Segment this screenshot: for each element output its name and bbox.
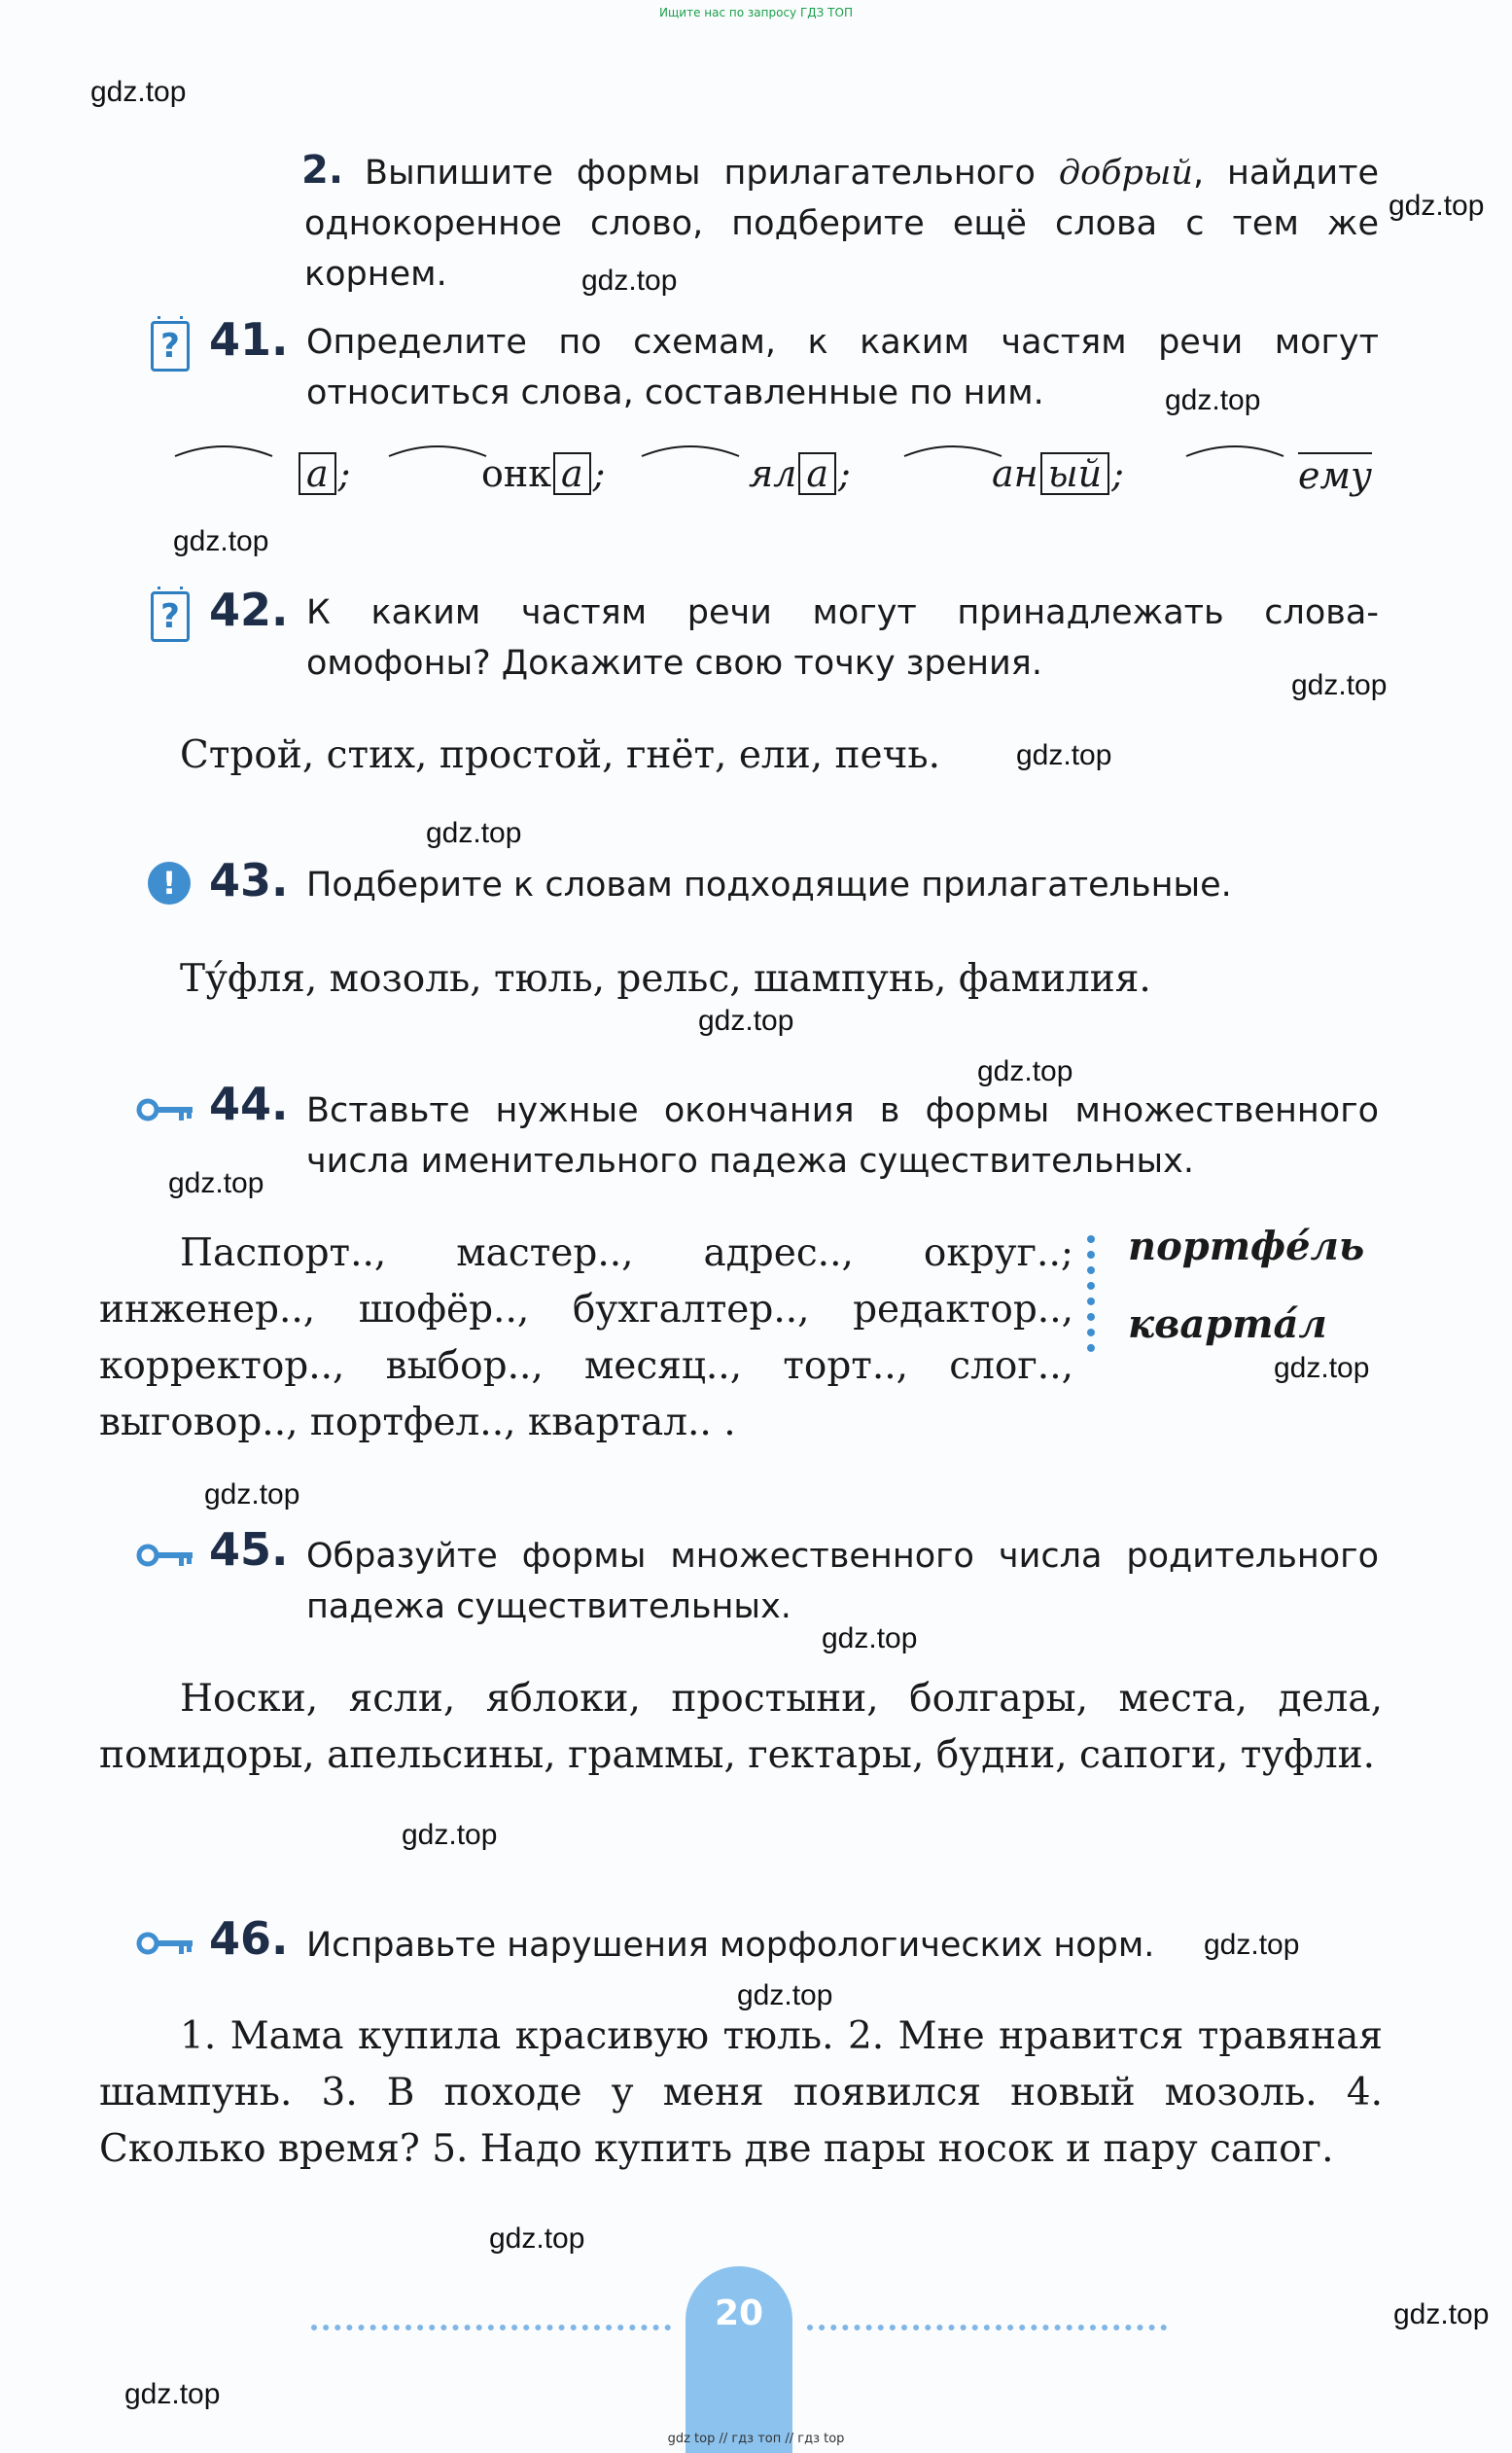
watermark: gdz.top — [1165, 384, 1261, 416]
task-2-text-before: Выпишите формы прилагательного — [365, 154, 1059, 193]
divider-dots — [1087, 1235, 1103, 1352]
exclamation-icon: ! — [148, 862, 191, 905]
task-44-hint-kvartal: кварта́л — [1128, 1301, 1327, 1347]
task-44-words: Паспорт.., мастер.., адрес.., округ..; инженер.., шофёр.., бухгалтер.., редактор.., корректор.., выбор.., месяц.., торт.., слог.., выговор.., портфел.., квартал.. . — [99, 1231, 1073, 1444]
task-45-words: Носки, ясли, яблоки, простыни, болгары, места, дела, помидоры, апельсины, граммы, гектары, будни, сапоги, туфли. — [99, 1677, 1383, 1777]
footer-dots-left — [311, 2325, 671, 2338]
watermark: gdz.top — [426, 817, 522, 849]
ending-box: а — [553, 452, 591, 495]
task-42-words: Строй, стих, простой, гнёт, ели, печь. — [180, 733, 940, 777]
watermark: gdz.top — [90, 76, 187, 108]
ending: ему — [1298, 454, 1373, 497]
page-number: 20 — [686, 2266, 792, 2453]
key-icon — [136, 1097, 194, 1122]
task-2-text-after: , найдите однокоренное слово, подберите ещё слова с тем же корнем. — [304, 154, 1379, 294]
task-44-hint-portfel: портфе́ль — [1128, 1224, 1365, 1269]
watermark: gdz.top — [1274, 1352, 1370, 1384]
task-2-word: добрый — [1058, 154, 1193, 193]
key-icon — [136, 1543, 194, 1568]
watermark: gdz.top — [168, 1167, 264, 1199]
watermark: gdz.top — [698, 1005, 794, 1037]
root-arcs — [165, 435, 1381, 464]
watermark: gdz.top — [204, 1478, 300, 1511]
watermark: gdz.top — [1204, 1929, 1300, 1961]
task-43-words: Ту́фля, мозоль, тюль, рельс, шампунь, фамилия. — [180, 957, 1151, 1001]
task-46-number: 46. — [209, 1912, 289, 1965]
suffix: ан — [992, 452, 1038, 495]
scheme-1: а ; — [297, 452, 350, 495]
task-43-text: Подберите к словам подходящие прилагательные. — [306, 866, 1232, 905]
watermark: gdz.top — [173, 525, 269, 557]
question-book-icon: ? — [151, 591, 190, 642]
task-45-number: 45. — [209, 1523, 289, 1576]
scheme-4: ан ый ; — [992, 452, 1124, 495]
bottom-note: gdz top // гдз топ // гдз top — [667, 2432, 845, 2446]
task-41-text: Определите по схемам, к каким частям речи могут относиться слова, составленные по ним. — [306, 323, 1379, 412]
watermark: gdz.top — [489, 2222, 585, 2255]
task-42-text: К каким частям речи могут принадлежать слова-омофоны? Докажите свою точку зрения. — [306, 593, 1379, 683]
watermark: gdz.top — [977, 1055, 1073, 1087]
task-42-number: 42. — [209, 584, 289, 636]
ending-box: а — [299, 452, 336, 495]
ending-box: а — [798, 452, 836, 495]
ending-box: ый — [1040, 452, 1109, 495]
watermark: gdz.top — [1291, 669, 1388, 701]
suffix: онк — [481, 452, 551, 495]
footer-dots-right — [807, 2325, 1167, 2338]
suffix: ял — [749, 452, 797, 495]
question-book-icon: ? — [151, 321, 190, 372]
watermark: gdz.top — [124, 2378, 221, 2410]
task-43-number: 43. — [209, 854, 289, 907]
watermark: gdz.top — [1016, 739, 1112, 771]
scheme-2: онк а ; — [481, 452, 606, 495]
task-45-text: Образуйте формы множественного числа родительного падежа существительных. — [306, 1537, 1379, 1626]
watermark: gdz.top — [822, 1622, 918, 1654]
key-icon — [136, 1931, 194, 1956]
watermark: gdz.top — [1389, 190, 1485, 222]
task-44-number: 44. — [209, 1078, 289, 1130]
task-2-text — [304, 148, 1379, 300]
watermark: gdz.top — [737, 1979, 833, 2011]
task-41-number: 41. — [209, 313, 289, 366]
task-46-sentences: 1. Мама купила красивую тюль. 2. Мне нравится травяная шампунь. 3. В походе у меня появился новый мозоль. 4. Сколько время? 5. Надо купить две пары носок и пару сапог. — [99, 2014, 1383, 2171]
top-search-note: Ищите нас по запросу ГДЗ ТОП — [659, 6, 853, 19]
watermark: gdz.top — [581, 265, 678, 297]
task-2-number: 2. — [301, 148, 344, 193]
scheme-3: ял а ; — [749, 452, 851, 495]
watermark: gdz.top — [1393, 2298, 1490, 2330]
watermark: gdz.top — [402, 1819, 498, 1851]
task-46-text: Исправьте нарушения морфологических норм. — [306, 1926, 1155, 1965]
task-44-text: Вставьте нужные окончания в формы множественного числа именительного падежа существительных. — [306, 1091, 1379, 1181]
